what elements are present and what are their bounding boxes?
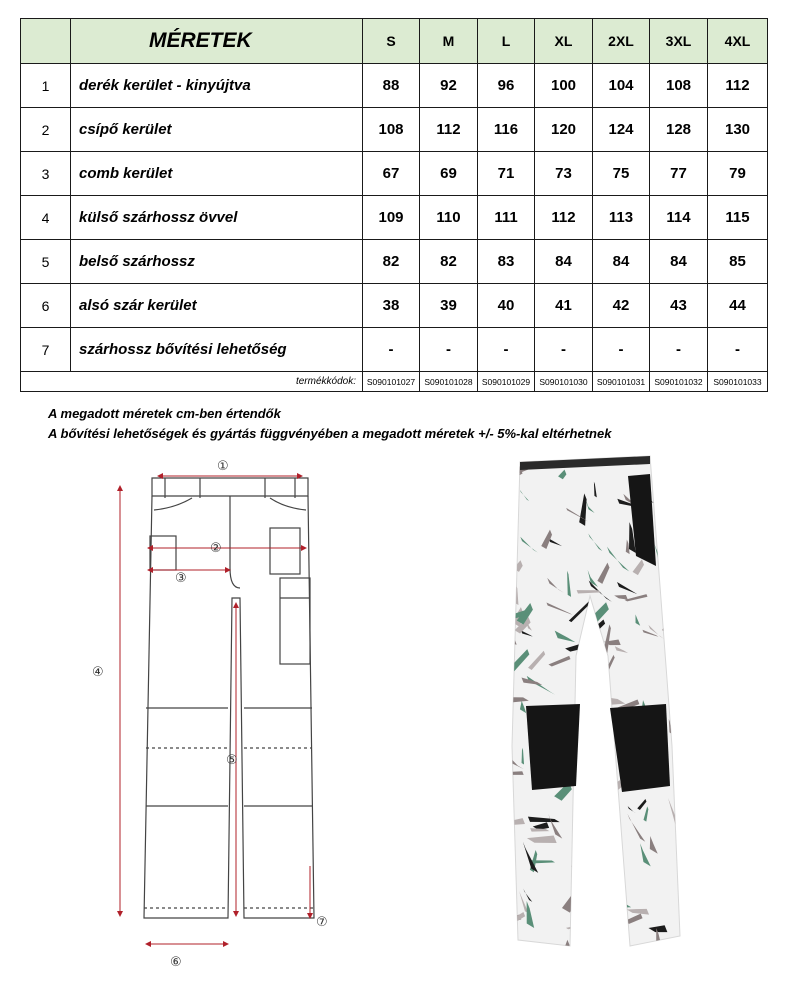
size-value: 41: [535, 284, 593, 328]
header-corner: [21, 19, 71, 64]
measurement-label: comb kerület: [71, 152, 363, 196]
row-index: 3: [21, 152, 71, 196]
camo-shard: [678, 758, 690, 775]
camo-shard: [592, 774, 610, 780]
camo-shard: [658, 514, 671, 536]
camo-shard: [494, 830, 508, 846]
size-value: 79: [708, 152, 768, 196]
camo-shard: [494, 546, 509, 548]
camo-shard: [676, 457, 690, 474]
trousers-silhouette: [512, 456, 680, 946]
table-row: [21, 240, 768, 284]
row-index: 1: [21, 64, 71, 108]
size-header: M: [420, 19, 478, 64]
size-header: 2XL: [593, 19, 650, 64]
camo-shard: [496, 561, 512, 566]
size-value: 108: [363, 108, 420, 152]
camo-shard: [493, 771, 524, 775]
measurement-label: csípő kerület: [71, 108, 363, 152]
left-knee-panel: [526, 704, 580, 790]
product-code: S090101029: [478, 372, 535, 392]
size-value: 113: [593, 196, 650, 240]
marker-1: ①: [217, 459, 229, 474]
size-value: 108: [650, 64, 708, 108]
size-value: 83: [478, 240, 535, 284]
camo-shard: [589, 674, 608, 684]
size-value: 38: [363, 284, 420, 328]
size-value: 124: [593, 108, 650, 152]
camo-shard: [597, 904, 631, 909]
measurement-label: külső szárhossz övvel: [71, 196, 363, 240]
product-codes-row: [21, 372, 768, 392]
size-value: 112: [420, 108, 478, 152]
row-index: 7: [21, 328, 71, 372]
camo-shard: [577, 815, 593, 820]
table-row: [21, 284, 768, 328]
camo-shard: [506, 940, 525, 957]
size-value: -: [420, 328, 478, 372]
size-value: 84: [650, 240, 708, 284]
size-value: -: [535, 328, 593, 372]
size-value: 100: [535, 64, 593, 108]
size-value: 44: [708, 284, 768, 328]
size-header: S: [363, 19, 420, 64]
camo-shard: [662, 606, 678, 634]
row-index: 6: [21, 284, 71, 328]
size-value: 69: [420, 152, 478, 196]
measurement-label: belső szárhossz: [71, 240, 363, 284]
size-value: 73: [535, 152, 593, 196]
product-code: S090101032: [650, 372, 708, 392]
size-value: 104: [593, 64, 650, 108]
size-table: [20, 18, 768, 392]
camo-shard: [587, 888, 592, 910]
camo-shard: [618, 916, 628, 926]
size-value: 84: [593, 240, 650, 284]
camo-shard: [608, 908, 618, 918]
camo-shard: [593, 734, 605, 744]
size-value: -: [593, 328, 650, 372]
table-row: [21, 108, 768, 152]
camo-shard: [617, 921, 624, 934]
table-title: MÉRETEK: [71, 19, 363, 64]
size-header: L: [478, 19, 535, 64]
size-header: 4XL: [708, 19, 768, 64]
camo-shard: [678, 711, 684, 721]
size-value: -: [708, 328, 768, 372]
size-value: 128: [650, 108, 708, 152]
size-value: 42: [593, 284, 650, 328]
camo-shard: [679, 851, 690, 872]
marker-6: ⑥: [170, 955, 182, 970]
size-value: 75: [593, 152, 650, 196]
camo-shard: [588, 935, 600, 965]
table-row: [21, 152, 768, 196]
camo-shard: [667, 508, 684, 522]
size-value: 114: [650, 196, 708, 240]
product-code: S090101033: [708, 372, 768, 392]
camo-shard: [613, 886, 625, 894]
size-value: 111: [478, 196, 535, 240]
size-value: 43: [650, 284, 708, 328]
size-value: 77: [650, 152, 708, 196]
size-value: 84: [535, 240, 593, 284]
product-code: S090101028: [420, 372, 478, 392]
size-value: -: [478, 328, 535, 372]
camo-shard: [588, 915, 612, 921]
size-value: -: [363, 328, 420, 372]
size-header: XL: [535, 19, 593, 64]
trousers-outline: [144, 478, 314, 918]
trousers-diagram: [80, 448, 370, 978]
notes: [48, 404, 611, 444]
measurement-label: alsó szár kerület: [71, 284, 363, 328]
size-value: 130: [708, 108, 768, 152]
product-code: S090101027: [363, 372, 420, 392]
row-index: 2: [21, 108, 71, 152]
measure-markers: [92, 459, 328, 970]
size-value: 112: [708, 64, 768, 108]
size-value: 71: [478, 152, 535, 196]
size-value: 67: [363, 152, 420, 196]
size-value: 85: [708, 240, 768, 284]
camo-shard: [679, 898, 690, 908]
table-row: [21, 196, 768, 240]
marker-4: ④: [92, 665, 104, 680]
product-code: S090101030: [535, 372, 593, 392]
note-tolerance: A bővítési lehetőségek és gyártás függvényében a megadott méretek +/- 5%-kal eltérhetnek: [48, 426, 612, 441]
row-index: 5: [21, 240, 71, 284]
size-value: 112: [535, 196, 593, 240]
trousers-photo: [490, 446, 690, 966]
camo-shard: [586, 673, 603, 686]
product-code: S090101031: [593, 372, 650, 392]
size-value: 110: [420, 196, 478, 240]
note-units: A megadott méretek cm-ben értendők: [48, 406, 281, 421]
size-value: 92: [420, 64, 478, 108]
camo-shard: [496, 639, 517, 645]
camo-shard: [588, 885, 593, 898]
camo-shard: [680, 497, 690, 505]
camo-shard: [677, 617, 682, 637]
camo-shard: [680, 544, 690, 551]
size-value: 120: [535, 108, 593, 152]
size-value: 109: [363, 196, 420, 240]
size-value: 96: [478, 64, 535, 108]
size-value: 116: [478, 108, 535, 152]
size-value: 82: [363, 240, 420, 284]
measurement-label: derék kerület - kinyújtva: [71, 64, 363, 108]
size-value: -: [650, 328, 708, 372]
marker-3: ③: [175, 571, 187, 586]
marker-5: ⑤: [226, 753, 238, 768]
table-row: [21, 328, 768, 372]
camo-shard: [571, 862, 594, 870]
measurement-label: szárhossz bővítési lehetőség: [71, 328, 363, 372]
camo-shard: [578, 661, 600, 682]
size-value: 88: [363, 64, 420, 108]
camo-shard: [665, 627, 677, 638]
marker-2: ②: [210, 541, 222, 556]
table-row: [21, 64, 768, 108]
codes-label: termékkódok:: [21, 372, 363, 392]
camo-shard: [666, 587, 680, 595]
size-value: 115: [708, 196, 768, 240]
header-row: [21, 19, 768, 64]
camo-shard: [498, 845, 511, 863]
size-value: 82: [420, 240, 478, 284]
marker-7: ⑦: [316, 915, 328, 930]
camo-shard: [506, 634, 512, 656]
size-value: 40: [478, 284, 535, 328]
row-index: 4: [21, 196, 71, 240]
size-header: 3XL: [650, 19, 708, 64]
size-value: 39: [420, 284, 478, 328]
